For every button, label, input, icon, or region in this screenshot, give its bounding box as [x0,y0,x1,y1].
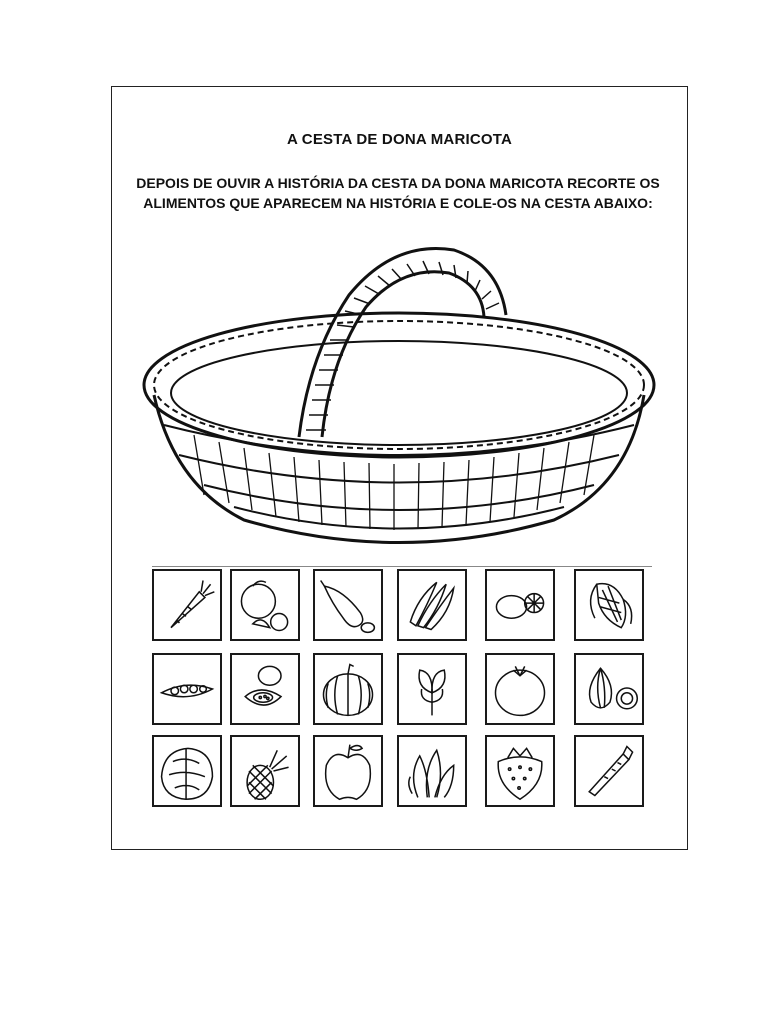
basket-illustration [134,235,664,560]
card-spinach[interactable] [397,653,467,725]
lemon-icon [487,571,553,639]
apple-icon [315,737,381,805]
card-banana[interactable] [397,569,467,641]
card-lettuce[interactable] [397,735,467,807]
worksheet-page [111,86,688,850]
corn-icon [576,571,642,639]
card-orange[interactable] [230,569,300,641]
tomato-icon [487,655,553,723]
spinach-icon [399,655,465,723]
orange-icon [232,571,298,639]
card-corn[interactable] [574,569,644,641]
papaya-icon [232,655,298,723]
separator-line [152,566,652,567]
card-strawberry[interactable] [485,735,555,807]
card-papaya[interactable] [230,653,300,725]
card-lemon[interactable] [485,569,555,641]
eggplant-icon [315,571,381,639]
card-apple[interactable] [313,735,383,807]
card-carrot[interactable] [152,569,222,641]
carrot-icon [154,571,220,639]
pineapple-icon [232,737,298,805]
card-asparagus[interactable] [574,735,644,807]
strawberry-icon [487,737,553,805]
pumpkin-icon [315,655,381,723]
instruction-line-1: DEPOIS DE OUVIR A HISTÓRIA DA CESTA DA DONA MARICOTA RECORTE OS [136,175,660,191]
worksheet-title: A CESTA DE DONA MARICOTA [286,131,513,148]
card-pumpkin[interactable] [313,653,383,725]
card-tomato[interactable] [485,653,555,725]
card-eggplant[interactable] [313,569,383,641]
cabbage-icon [154,737,220,805]
lettuce-icon [399,737,465,805]
onion-icon [576,655,642,723]
worksheet-instructions [118,173,678,213]
instruction-line-2: ALIMENTOS QUE APARECEM NA HISTÓRIA E COLE-OS NA CESTA ABAIXO: [143,195,653,211]
banana-icon [399,571,465,639]
asparagus-icon [576,737,642,805]
card-pea-pod[interactable] [152,653,222,725]
card-onion[interactable] [574,653,644,725]
card-pineapple[interactable] [230,735,300,807]
pea-pod-icon [154,655,220,723]
card-cabbage[interactable] [152,735,222,807]
